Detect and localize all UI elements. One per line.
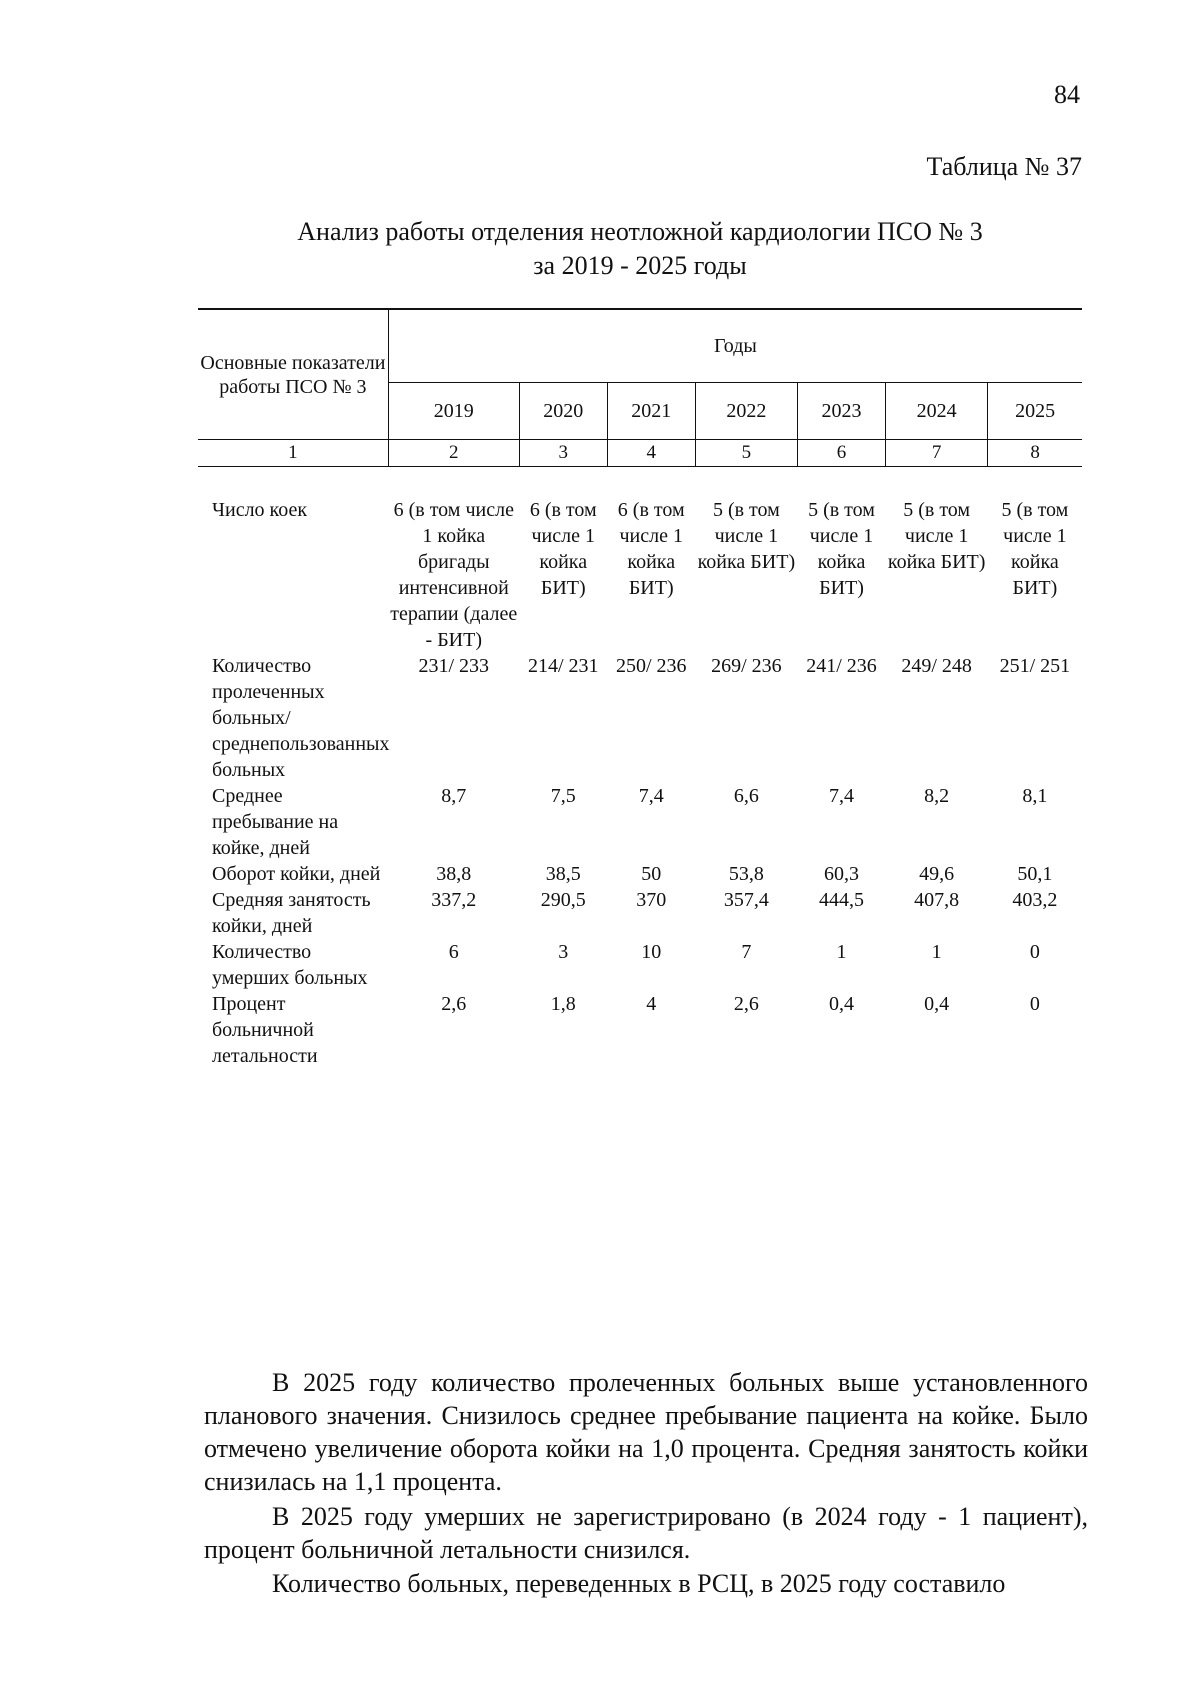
cell-value: 4 (646, 993, 657, 1015)
table-row (198, 939, 1082, 991)
cell-value: 53,8 (728, 863, 764, 885)
cell-value: 370 (636, 889, 667, 911)
page-number: 84 (1054, 80, 1080, 109)
cell-value: 1,8 (550, 993, 576, 1015)
cell-value: 8,2 (924, 785, 950, 807)
cell-value: 2,6 (733, 993, 759, 1015)
cell-value: 0,4 (924, 993, 950, 1015)
cell-value: 251/ 251 (999, 655, 1071, 677)
title-line-2: за 2019 - 2025 годы (533, 251, 747, 280)
column-number: 8 (988, 440, 1082, 467)
table-label: Таблица № 37 (926, 152, 1082, 181)
cell-value: 407,8 (914, 889, 960, 911)
cell-value: 1 (836, 941, 847, 963)
cell-value: 403,2 (1012, 889, 1058, 911)
row-label: Средняя занятость койки, дней (212, 889, 371, 937)
cell-value: 8,7 (441, 785, 467, 807)
cell-value: 7 (741, 941, 752, 963)
cell-value: 444,5 (819, 889, 864, 911)
column-number: 2 (388, 440, 519, 467)
statistics-table (198, 308, 1082, 1069)
paragraph-2: В 2025 году умерших не зарегистрировано (в 2024 году - 1 пациент), процент больничной летальности снизился. (204, 1502, 1088, 1564)
paragraph-1: В 2025 году количество пролеченных больных выше установленного планового значения. Снизилось среднее пребывание пациента на койке. Было отмечено увеличение оборота койки на 1,0 процента. Средняя занятость койки снизилась на 1,1 процента. (204, 1368, 1088, 1496)
year-2021: 2021 (607, 383, 695, 440)
cell-value: 5 (в том числе 1 койка БИТ) (697, 499, 796, 573)
cell-value: 250/ 236 (615, 655, 687, 677)
cell-value: 8,1 (1022, 785, 1048, 807)
column-numbers-row (198, 440, 1082, 467)
column-number: 4 (607, 440, 695, 467)
row-label: Процент больничной летальности (212, 993, 318, 1067)
year-2025: 2025 (988, 383, 1082, 440)
column-number: 3 (519, 440, 607, 467)
cell-value: 337,2 (431, 889, 477, 911)
cell-value: 50,1 (1017, 863, 1053, 885)
year-2024: 2024 (886, 383, 988, 440)
cell-value: 290,5 (540, 889, 586, 911)
cell-value: 0,4 (829, 993, 854, 1015)
row-label: Среднее пребывание на койке, дней (212, 785, 339, 859)
cell-value: 7,4 (829, 785, 854, 807)
cell-value: 6 (448, 941, 459, 963)
cell-value: 6 (в том числе 1 койка бригады интенсивной терапии (далее - БИТ) (390, 499, 518, 651)
cell-value: 6 (в том числе 1 койка БИТ) (617, 499, 685, 599)
column-number: 1 (198, 440, 388, 467)
cell-value: 0 (1029, 993, 1040, 1015)
row-label: Оборот койки, дней (212, 863, 381, 885)
cell-value: 7,4 (638, 785, 664, 807)
year-2019: 2019 (388, 383, 519, 440)
cell-value: 241/ 236 (806, 655, 877, 677)
table-row (198, 497, 1082, 653)
cell-value: 357,4 (723, 889, 769, 911)
cell-value: 249/ 248 (901, 655, 972, 677)
cell-value: 231/ 233 (418, 655, 490, 677)
paragraph-3: Количество больных, переведенных в РСЦ, в 2025 году составило (272, 1569, 1006, 1598)
header-years: Годы (388, 309, 1082, 383)
table-row (198, 861, 1082, 887)
column-number: 6 (798, 440, 886, 467)
cell-value: 1 (931, 941, 942, 963)
year-2022: 2022 (695, 383, 797, 440)
cell-value: 3 (558, 941, 569, 963)
column-number: 5 (695, 440, 797, 467)
cell-value: 50 (641, 863, 662, 885)
year-2020: 2020 (519, 383, 607, 440)
cell-value: 5 (в том числе 1 койка БИТ) (887, 499, 986, 573)
cell-value: 7,5 (550, 785, 576, 807)
table-title (180, 215, 1100, 283)
cell-value: 49,6 (919, 863, 955, 885)
cell-value: 214/ 231 (527, 655, 599, 677)
column-number: 7 (886, 440, 988, 467)
table-row (198, 653, 1082, 783)
cell-value: 60,3 (824, 863, 859, 885)
title-line-1: Анализ работы отделения неотложной кардиологии ПСО № 3 (297, 217, 983, 246)
table-row (198, 991, 1082, 1069)
cell-value: 38,5 (545, 863, 581, 885)
row-label: Количество пролеченных больных/ среднепользованных больных (212, 655, 390, 781)
cell-value: 10 (641, 941, 662, 963)
table-row (198, 783, 1082, 861)
cell-value: 269/ 236 (711, 655, 782, 677)
table-row (198, 887, 1082, 939)
cell-value: 6 (в том числе 1 койка БИТ) (529, 499, 597, 599)
row-label: Количество умерших больных (212, 941, 368, 989)
cell-value: 5 (в том числе 1 койка БИТ) (1001, 499, 1069, 599)
header-indicators: Основные показатели работы ПСО № 3 (198, 309, 388, 440)
cell-value: 5 (в том числе 1 койка БИТ) (808, 499, 875, 599)
year-2023: 2023 (798, 383, 886, 440)
cell-value: 6,6 (733, 785, 759, 807)
row-label: Число коек (212, 499, 308, 521)
cell-value: 2,6 (441, 993, 467, 1015)
cell-value: 38,8 (436, 863, 472, 885)
cell-value: 0 (1029, 941, 1040, 963)
